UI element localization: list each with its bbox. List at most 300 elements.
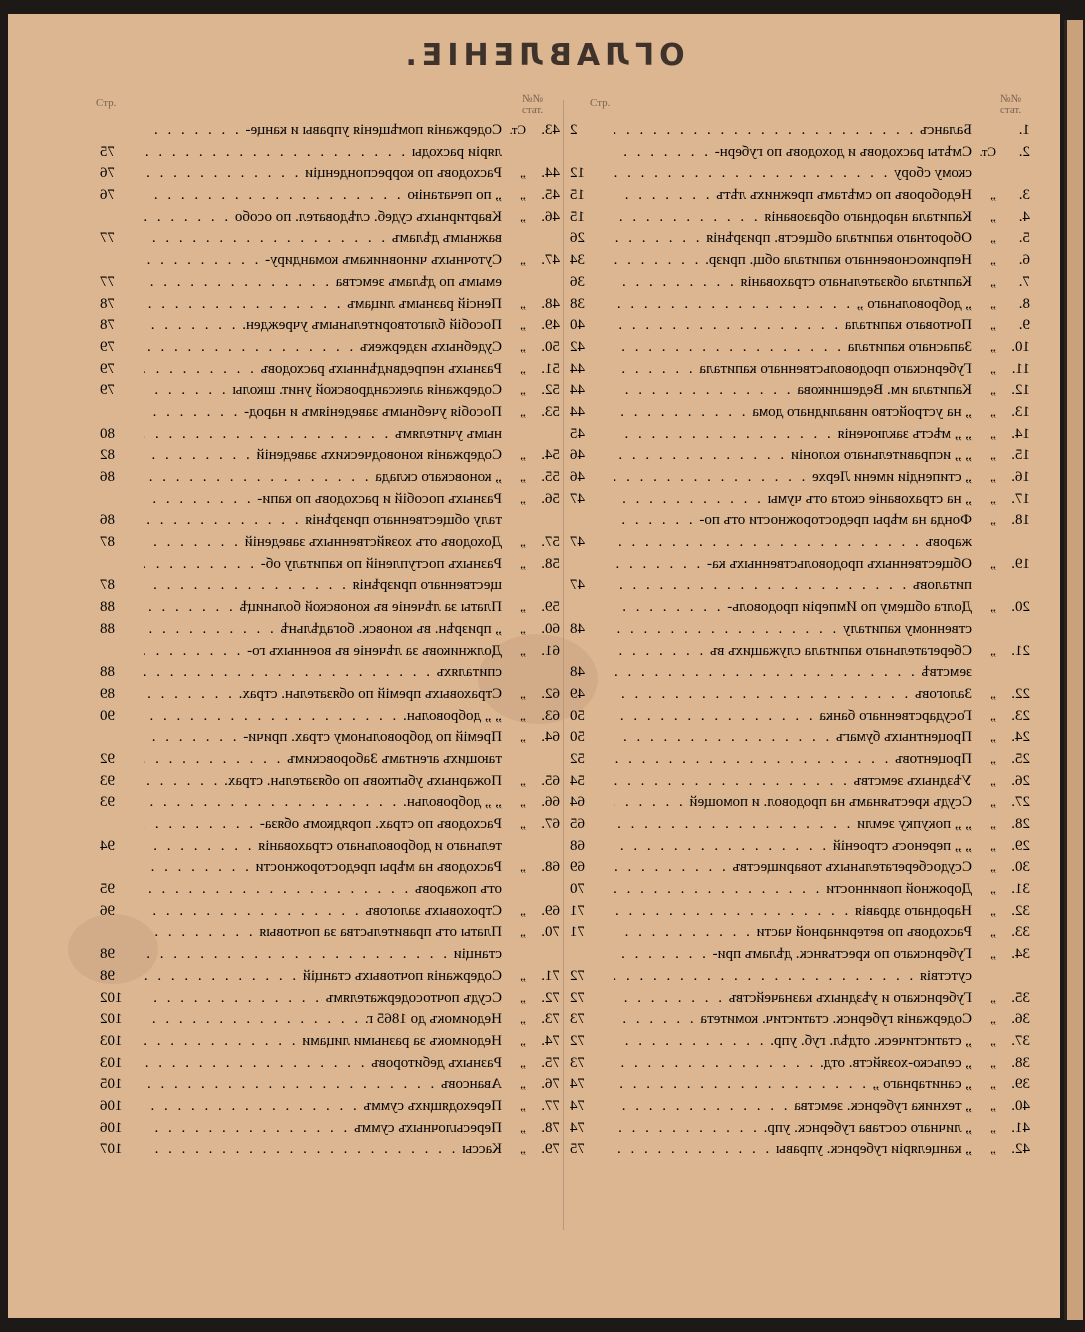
toc-entry (100, 621, 560, 643)
toc-entry (100, 382, 560, 404)
entry-page: 52 (570, 750, 585, 767)
entry-mark: „ (990, 360, 996, 376)
entry-number: 5. (1018, 230, 1030, 247)
entry-number: 66. (541, 794, 560, 811)
entry-number: 43. (541, 122, 560, 138)
entry-page: 76 (100, 187, 115, 204)
entry-title: Судебныхъ издержекъ . . . (144, 339, 502, 356)
entry-mark: „ (990, 902, 996, 918)
entry-number: 11. (1011, 360, 1030, 377)
entry-mark: „ (520, 469, 526, 484)
entry-title: Разныхъ пособій и расходовъ по капи- . . . (144, 491, 502, 508)
toc-entry (570, 729, 1030, 751)
entry-title: Расходовъ по страх. порядкомъ обяза- . . . (144, 816, 502, 833)
entry-title: Дорожной повинности . . . (614, 881, 972, 898)
entry-title: Содержанія помѣщенія управы и канце- . . . (144, 122, 502, 139)
entry-mark: „ (990, 946, 996, 962)
entry-number: 61. (541, 642, 560, 659)
entry-number: 69. (541, 902, 560, 919)
entry-page: 64 (570, 794, 585, 811)
entry-page: 34 (570, 252, 585, 269)
entry-title: Залоговъ . . . (614, 686, 972, 703)
toc-entry (100, 317, 560, 339)
entry-title: Расходовъ на мѣры предосторожности . . . (144, 859, 502, 876)
column-header-page-left: Стр. (590, 97, 611, 109)
entry-number: 10. (1011, 338, 1030, 355)
entry-number: 7. (1018, 273, 1030, 290)
toc-entry (570, 664, 1030, 686)
toc-entry (570, 252, 1030, 274)
toc-entry (570, 1055, 1030, 1077)
entry-number: 57. (541, 534, 560, 551)
entry-title: Ссудъ крестьянамъ на продовол. и помощей . . . (614, 794, 972, 811)
entry-page: 98 (100, 946, 115, 963)
entry-page: 105 (100, 1076, 123, 1093)
entry-number: 36. (1011, 1011, 1030, 1028)
entry-mark: „ (520, 208, 526, 224)
entry-title: Пересылочныхъ суммъ . . . (144, 1120, 502, 1137)
toc-entry (100, 491, 560, 513)
entry-mark: „ (520, 490, 526, 506)
entry-mark: „ (520, 403, 526, 419)
entry-mark: „ (520, 902, 526, 918)
entry-page: 103 (100, 1032, 123, 1049)
entry-page: 65 (570, 816, 585, 832)
entry-page: 93 (100, 772, 115, 789)
entry-number: 27. (1011, 794, 1030, 811)
entry-title: „ санитарнаго „ . . . (614, 1076, 972, 1093)
entry-title: Уѣздныхъ земствъ . . . (614, 773, 972, 790)
entry-title: Процентовъ . . . (614, 751, 972, 768)
entry-page: 79 (100, 360, 115, 377)
entry-title: Премій по добровольному страх. причи- . . . (144, 729, 502, 746)
entry-page: 102 (100, 989, 123, 1006)
entry-mark: „ (990, 750, 996, 766)
entry-title: „ на устройство инвалиднаго дома . . . (614, 404, 972, 421)
toc-entry (100, 144, 560, 166)
entry-page: 68 (570, 837, 585, 854)
toc-entry (100, 773, 560, 795)
entry-page: 42 (570, 338, 585, 355)
entry-page: 72 (570, 967, 585, 984)
entry-title: Губернскаго и уѣздныхъ казначействъ . . . (614, 990, 972, 1007)
entry-mark: „ (520, 252, 526, 268)
toc-entry (100, 968, 560, 990)
entry-page: 2 (570, 122, 578, 138)
entry-title: Расходовъ по ветеринарной части . . . (614, 924, 972, 941)
entry-number: 39. (1011, 1076, 1030, 1093)
entry-title: Недоимокъ за разными лицами . . . (144, 1033, 502, 1050)
entry-number: 60. (541, 620, 560, 637)
entry-title: Содержанія губернск. статистич. комитета . . . (614, 1011, 972, 1028)
entry-number: 48. (541, 295, 560, 312)
entry-mark: „ (520, 685, 526, 701)
entry-title: скому сбору . . . (614, 165, 972, 182)
toc-entry (100, 794, 560, 816)
entry-number: 19. (1011, 555, 1030, 572)
entry-title: Разныхъ непредвидѣнныхъ расходовъ . . . (144, 361, 502, 378)
toc-entry (100, 230, 560, 252)
entry-mark: „ (520, 317, 526, 333)
entry-title: „ статистическ. отдѣл. губ. упр. . . . (614, 1033, 972, 1050)
entry-mark: „ (520, 707, 526, 723)
entry-title: Пособія учебнымъ заведеніямъ и народ- . . . (144, 404, 502, 421)
entry-page: 54 (570, 772, 585, 789)
toc-entry (570, 556, 1030, 578)
entry-mark: Ст. (979, 143, 996, 159)
entry-number: 2. (1018, 143, 1030, 160)
toc-entry (570, 838, 1030, 860)
toc-entry (570, 1076, 1030, 1098)
toc-entry (100, 1098, 560, 1120)
entry-page: 80 (100, 425, 115, 442)
entry-number: 50. (541, 338, 560, 355)
entry-number: 65. (541, 772, 560, 789)
entry-mark: „ (990, 469, 996, 484)
toc-entry (570, 469, 1030, 491)
entry-page: 48 (570, 664, 585, 681)
entry-page: 15 (570, 187, 585, 204)
entry-mark: „ (990, 837, 996, 853)
entry-page: 36 (570, 273, 585, 290)
entry-number: 47. (541, 252, 560, 269)
entry-number: 25. (1011, 750, 1030, 767)
entry-title: Капитала обязательнаго страхованія . . . (614, 274, 972, 291)
entry-page: 87 (100, 577, 115, 594)
toc-entry (100, 296, 560, 318)
entry-number: 74. (541, 1032, 560, 1049)
toc-entry (100, 599, 560, 621)
entry-title: Долга общему по Имперіи продоволь- . . . (614, 599, 972, 616)
entry-page: 44 (570, 360, 585, 377)
entry-number: 63. (541, 707, 560, 724)
entry-page: 93 (100, 794, 115, 811)
entry-mark: „ (990, 230, 996, 246)
entry-page: 45 (570, 425, 585, 442)
entry-page: 98 (100, 967, 115, 984)
entry-mark: „ (990, 1076, 996, 1092)
adjacent-page-edge (1064, 20, 1083, 1320)
entry-page: 74 (570, 1119, 585, 1136)
toc-entry (570, 382, 1030, 404)
entry-number: 20. (1011, 599, 1030, 616)
entry-title: „ „ мѣстъ заключенія . . . (614, 426, 972, 443)
entry-page: 15 (570, 208, 585, 225)
entry-number: 18. (1011, 512, 1030, 529)
toc-entry (570, 946, 1030, 968)
entry-title: „ коновскаго склада . . . (144, 469, 502, 486)
entry-number: 12. (1011, 382, 1030, 399)
entry-page: 75 (570, 1141, 585, 1158)
toc-entry (100, 209, 560, 231)
entry-page: 79 (100, 382, 115, 399)
entry-page: 74 (570, 1076, 585, 1093)
entry-title: „ стипендіи имени Лерхе . . . (614, 469, 972, 486)
entry-title: Государственнаго банка . . . (614, 708, 972, 725)
toc-entry (100, 274, 560, 296)
toc-entry (570, 1120, 1030, 1142)
entry-mark: „ (990, 490, 996, 506)
toc-entry (570, 990, 1030, 1012)
entry-title: Губернскаго по крестьянск. дѣламъ при- . . . (614, 946, 972, 963)
toc-entry (100, 686, 560, 708)
entry-mark: „ (520, 989, 526, 1005)
entry-page: 44 (570, 382, 585, 399)
entry-page: 46 (570, 447, 585, 464)
entry-number: 59. (541, 599, 560, 616)
entry-mark: „ (520, 599, 526, 615)
entry-mark: „ (520, 729, 526, 745)
column-header-page-right: Стр. (96, 97, 117, 109)
entry-mark: „ (990, 794, 996, 810)
entry-mark: „ (990, 1054, 996, 1070)
entry-number: 56. (541, 490, 560, 507)
toc-entry (570, 577, 1030, 599)
entry-number: 64. (541, 729, 560, 746)
entry-title: Переходящихъ суммъ . . . (144, 1098, 502, 1115)
toc-entry (100, 252, 560, 274)
entry-number: 68. (541, 859, 560, 876)
entry-title: Содержанія почтовыхъ станцій . . . (144, 968, 502, 985)
entry-title: Доходовъ отъ хозяйственныхъ заведеній . . . (144, 534, 502, 551)
toc-entry (570, 209, 1030, 231)
column-header-num-left: №№ стат. (1000, 93, 1022, 116)
entry-title: „ сельско-хозяйств. отд. . . . (614, 1055, 972, 1072)
entry-title: ственному капиталу . . . (614, 621, 972, 638)
entry-title: Фонда на мѣры предосторожности отъ по- . . . (614, 512, 972, 529)
entry-page: 73 (570, 1054, 585, 1071)
entry-title: Разныхъ поступленій по капиталу об- . . . (144, 556, 502, 573)
entry-mark: „ (520, 382, 526, 398)
entry-mark: „ (990, 403, 996, 419)
entry-page: 79 (100, 338, 115, 355)
entry-title: „ личнаго состава губернск. упр. . . . (614, 1120, 972, 1137)
entry-number: 24. (1011, 729, 1030, 746)
entry-page: 88 (100, 599, 115, 616)
entry-mark: „ (520, 447, 526, 463)
entry-mark: Ст. (509, 122, 526, 137)
entry-page: 95 (100, 881, 115, 898)
entry-number: 8. (1018, 295, 1030, 312)
entry-number: 41. (1011, 1119, 1030, 1136)
toc-entry (100, 1141, 560, 1163)
entry-title: „ добровольнаго „ . . . (614, 296, 972, 313)
entry-page: 82 (100, 447, 115, 464)
entry-mark: „ (990, 382, 996, 398)
entry-title: „ призрѣн. въ коновск. богадѣльнѣ . . . (144, 621, 502, 638)
entry-number: 49. (541, 317, 560, 334)
toc-entry (100, 122, 560, 144)
entry-mark: „ (520, 1076, 526, 1092)
entry-page: 74 (570, 1097, 585, 1114)
entry-mark: „ (990, 1011, 996, 1027)
entry-mark: „ (520, 1032, 526, 1048)
entry-page: 71 (570, 902, 585, 919)
toc-entry (100, 447, 560, 469)
entry-title: Сберегательнаго капитала служащихъ въ . . . (614, 643, 972, 660)
entry-mark: „ (990, 816, 996, 831)
toc-entry (100, 1055, 560, 1077)
entry-title: Процентныхъ бумагъ . . . (614, 729, 972, 746)
toc-entry (570, 426, 1030, 448)
entry-page: 50 (570, 729, 585, 746)
entry-title: Смѣты расходовъ и доходовъ по губерн- . . . (614, 144, 972, 161)
toc-entry (100, 534, 560, 556)
entry-number: 62. (541, 685, 560, 702)
toc-entry (100, 838, 560, 860)
entry-mark: „ (520, 1054, 526, 1070)
entry-title: Губернскаго продовольственнаго капитала . . . (614, 361, 972, 378)
entry-number: 53. (541, 403, 560, 420)
entry-title: земствѣ . . . (614, 664, 972, 681)
toc-entry (100, 187, 560, 209)
toc-entry (570, 924, 1030, 946)
entry-number: 28. (1011, 816, 1030, 832)
toc-entry (570, 1098, 1030, 1120)
entry-title: Народнаго здравія . . . (614, 903, 972, 920)
toc-entry (570, 1033, 1030, 1055)
entry-page: 40 (570, 317, 585, 334)
entry-title: Содержанія коноводческихъ заведеній . . . (144, 447, 502, 464)
toc-entry (100, 729, 560, 751)
entry-title: спиталяхъ . . . (144, 664, 502, 681)
toc-entry (570, 339, 1030, 361)
entry-mark: „ (520, 338, 526, 354)
entry-mark: „ (520, 1011, 526, 1027)
toc-entry (570, 794, 1030, 816)
entry-title: Страховыхъ премій по обязательн. страх. . . . (144, 686, 502, 703)
entry-page: 78 (100, 295, 115, 312)
entry-number: 37. (1011, 1032, 1030, 1049)
entry-page: 96 (100, 902, 115, 919)
entry-mark: „ (520, 165, 526, 181)
toc-entry (100, 816, 560, 838)
entry-page: 102 (100, 1011, 123, 1028)
entry-number: 79. (541, 1141, 560, 1158)
entry-page: 75 (100, 143, 115, 160)
entry-number: 75. (541, 1054, 560, 1071)
entry-page: 47 (570, 577, 585, 594)
entry-number: 78. (541, 1119, 560, 1136)
toc-entry (570, 317, 1030, 339)
entry-mark: „ (520, 360, 526, 376)
entry-page: 94 (100, 837, 115, 854)
toc-entry (570, 165, 1030, 187)
entry-number: 77. (541, 1097, 560, 1114)
entry-title: Кассы . . . (144, 1141, 502, 1158)
entry-mark: „ (990, 555, 996, 571)
entry-page: 87 (100, 534, 115, 551)
entry-mark: „ (520, 794, 526, 810)
entry-number: 38. (1011, 1054, 1030, 1071)
toc-entry (100, 339, 560, 361)
entry-number: 15. (1011, 447, 1030, 464)
entry-number: 33. (1011, 924, 1030, 941)
entry-mark: „ (520, 1141, 526, 1157)
entry-number: 30. (1011, 859, 1030, 876)
toc-entry (100, 859, 560, 881)
entry-page: 46 (570, 469, 585, 485)
toc-entry (100, 990, 560, 1012)
toc-entry (570, 881, 1030, 903)
entry-page: 69 (570, 859, 585, 876)
entry-mark: „ (520, 924, 526, 940)
toc-entry (570, 686, 1030, 708)
toc-entry (100, 512, 560, 534)
entry-mark: „ (990, 859, 996, 875)
entry-mark: „ (990, 317, 996, 333)
entry-title: щественнаго призрѣнія . . . (144, 577, 502, 594)
entry-mark: „ (520, 187, 526, 203)
toc-entry (570, 773, 1030, 795)
entry-number: 4. (1018, 208, 1030, 225)
entry-title: Пособій благотворительнымъ учрежден. . . . (144, 317, 502, 334)
entry-page: 47 (570, 490, 585, 507)
toc-entry (100, 1033, 560, 1055)
toc-entry (570, 534, 1030, 556)
entry-number: 31. (1011, 881, 1030, 898)
entry-number: 35. (1011, 989, 1030, 1006)
toc-entry (100, 1120, 560, 1142)
toc-entry (570, 187, 1030, 209)
entry-title: станціи . . . (144, 946, 502, 963)
toc-entry (100, 1011, 560, 1033)
toc-entry (570, 1011, 1030, 1033)
entry-title: Неприкосновеннаго капитала общ. призр. . . . (614, 252, 972, 269)
entry-page: 77 (100, 230, 115, 247)
toc-entry (100, 469, 560, 491)
entry-title: „ „ добровольн. . . . (144, 708, 502, 725)
entry-title: Пожарныхъ убытковъ по обязательн. страх. . . . (144, 773, 502, 790)
entry-number: 71. (541, 967, 560, 984)
entry-page: 26 (570, 230, 585, 247)
entry-page: 106 (100, 1119, 123, 1136)
entry-page: 72 (570, 1032, 585, 1049)
entry-mark: „ (990, 1141, 996, 1157)
toc-entry (100, 881, 560, 903)
entry-title: Капитала народнаго образованія . . . (614, 209, 972, 226)
toc-entry (570, 1141, 1030, 1163)
entry-page: 76 (100, 165, 115, 182)
page-title: ОГЛАВЛЕНІЕ. (400, 38, 685, 73)
entry-title: тающихъ агентамъ Заборовскимъ . . . (144, 751, 502, 768)
entry-page: 103 (100, 1054, 123, 1071)
entry-mark: „ (990, 729, 996, 745)
entry-title: Почтоваго капитала . . . (614, 317, 972, 334)
entry-number: 29. (1011, 837, 1030, 854)
toc-entry (570, 512, 1030, 534)
entry-mark: „ (990, 685, 996, 701)
entry-mark: „ (520, 1097, 526, 1113)
toc-entry (570, 903, 1030, 925)
entry-mark: „ (990, 1032, 996, 1048)
toc-entry (570, 296, 1030, 318)
entry-mark: „ (520, 620, 526, 636)
entry-mark: „ (520, 967, 526, 983)
entry-number: 42. (1011, 1141, 1030, 1158)
entry-number: 76. (541, 1076, 560, 1093)
entry-page: 12 (570, 165, 585, 182)
entry-mark: „ (990, 338, 996, 354)
entry-title: нымъ учителямъ . . . (144, 426, 502, 443)
entry-number: 54. (541, 447, 560, 464)
entry-page: 86 (100, 469, 115, 485)
column-divider (563, 100, 564, 1230)
entry-number: 45. (541, 187, 560, 204)
column-header-num-right: №№ стат. (522, 93, 544, 116)
entry-number: 67. (541, 816, 560, 832)
entry-title: Пенсій разнымъ лицамъ . . . (144, 296, 502, 313)
